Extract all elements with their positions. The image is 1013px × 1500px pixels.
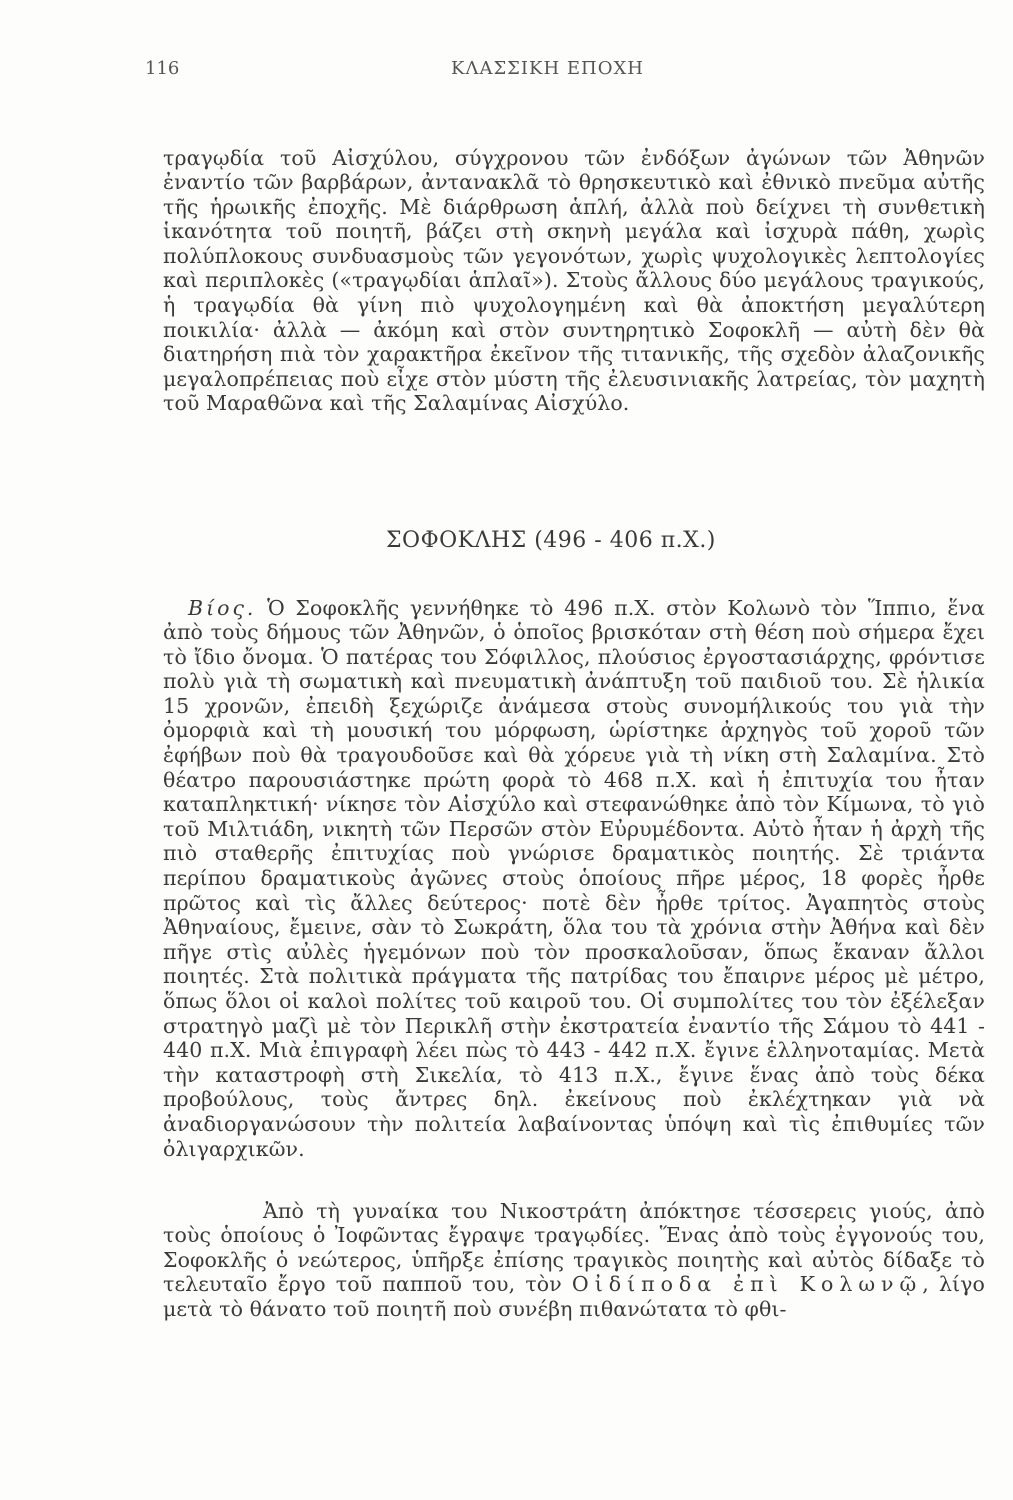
paragraph-aeschylus-conclusion: τραγῳδία τοῦ Αἰσχύλου, σύγχρονου τῶν ἐνδόξων ἀγώνων τῶν Ἀθηνῶν ἐναντίο τῶν βαρβάρων, ἀντανακλᾶ τὸ θρησκευτικὸ καὶ ἐθνικὸ πνεῦμα αὐτῆς τῆς ἡρωικῆς ἐποχῆς. Μὲ διάρθρωση ἁπλή, ἀλλὰ ποὺ δείχνει τὴ συνθετικὴ ἱκανότητα τοῦ ποιητῆ, βάζει στὴ σκηνὴ μεγάλα καὶ ἰσχυρὰ πάθη, χωρὶς πολύπλοκους συνδυασμοὺς τῶν γεγονότων, χωρὶς ψυχολογικὲς λεπτολογίες καὶ περιπλοκὲς («τραγῳδίαι ἁπλαῖ»). Στοὺς ἄλλους δύο μεγάλους τραγικούς, ἡ τραγῳδία θὰ γίνη πιὸ ψυχολογημένη καὶ θὰ ἀποκτήση μεγαλύτερη ποικιλία· ἀλλὰ — ἀκόμη καὶ στὸν συντηρητικὸ Σοφοκλῆ — αὐτὴ δὲν θὰ διατηρήση πιὰ τὸν χαρακτῆρα ἐκεῖνον τῆς τιτανικῆς, τῆς σχεδὸν ἀλαζονικῆς μεγαλοπρέπειας ποὺ εἶχε στὸν μύστη τῆς ἐλευσινιακῆς λατρείας, τὸν μαχητὴ τοῦ Μαραθῶνα καὶ τῆς Σαλαμίνας Αἰσχύλο. [163, 145, 985, 416]
section-heading-sophocles: ΣΟΦΟΚΛΗΣ (496 - 406 π.Χ.) [386, 528, 716, 553]
paragraph-sophocles-family [163, 1199, 985, 1322]
page-number: 116 [145, 58, 180, 79]
section-title: ΚΛΑΣΣΙΚΗ ΕΠΟΧΗ [451, 58, 644, 79]
family-text-start: Ἀπὸ τὴ γυναίκα του Νικοστράτη ἀπόκτησε τέσσερεις γιούς, ἀπὸ τοὺς ὁποίους ὁ Ἰοφῶντας ἔγραψε τραγῳδίες. Ἕνας ἀπὸ τοὺς ἐγγονούς του, Σοφοκλῆς ὁ νεώτερος, ὑπῆρξε ἐπίσης τραγικὸς ποιητὴς καὶ αὐτὸς δίδαξε τὸ τελευταῖο ἔργο τοῦ παπποῦ του, τὸν [163, 1198, 985, 1297]
bios-label: Βίος. [188, 595, 257, 620]
running-head [145, 58, 985, 88]
paragraph-sophocles-bios [163, 596, 985, 1162]
family-text-end: , λίγο μετὰ τὸ θάνατο τοῦ ποιητῆ ποὺ συνέβη πιθανώτατα τὸ φθι- [163, 1272, 985, 1321]
work-title-oedipus-at-colonus: Οἰδίποδα ἐπὶ Κολωνῷ [571, 1272, 923, 1297]
bios-text: Ὁ Σοφοκλῆς γεννήθηκε τὸ 496 π.Χ. στὸν Κολωνὸ τὸν Ἵππιο, ἕνα ἀπὸ τοὺς δήμους τῶν Ἀθηνῶν, ὁ ὁποῖος βρισκόταν στὴ θέση ποὺ σήμερα ἔχει τὸ ἴδιο ὄνομα. Ὁ πατέρας του Σόφιλλος, πλούσιος ἐργοστασιάρχης, φρόντισε πολὺ γιὰ τὴ σωματικὴ καὶ πνευματικὴ ἀνάπτυξη τοῦ παιδιοῦ του. Σὲ ἡλικία 15 χρονῶν, ἐπειδὴ ξεχώριζε ἀνάμεσα στοὺς συνομήλικούς του γιὰ τὴν ὀμορφιὰ καὶ τὴ μουσική του μόρφωση, ὡρίστηκε ἀρχηγὸς τοῦ χοροῦ τῶν ἐφήβων ποὺ θὰ τραγουδοῦσε καὶ θὰ χόρευε γιὰ τὴ νίκη στὴ Σαλαμίνα. Στὸ θέατρο παρουσιάστηκε πρώτη φορὰ τὸ 468 π.Χ. καὶ ἡ ἐπιτυχία του ἦταν καταπληκτική· νίκησε τὸν Αἰσχύλο καὶ στεφανώθηκε ἀπὸ τὸν Κίμωνα, τὸ γιὸ τοῦ Μιλτιάδη, νικητὴ τῶν Περσῶν στὸν Εὐρυμέδοντα. Αὐτὸ ἦταν ἡ ἀρχὴ τῆς πιὸ σταθερῆς ἐπιτυχίας ποὺ γνώρισε δραματικὸς ποιητής. Σὲ τριάντα περίπου δραματικοὺς ἀγῶνες στοὺς ὁποίους πῆρε μέρος, 18 φορὲς ἦρθε πρῶτος καὶ τὶς ἄλλες δεύτερος· ποτὲ δὲν ἦρθε τρίτος. Ἀγαπητὸς στοὺς Ἀθηναίους, ἔμεινε, σὰν τὸ Σωκράτη, ὅλα του τὰ χρόνια στὴν Ἀθήνα καὶ δὲν πῆγε στὶς αὐλὲς ἡγεμόνων ποὺ τὸν προσκαλοῦσαν, ὅπως ἔκαναν ἄλλοι ποιητές. Στὰ πολιτικὰ πράγματα τῆς πατρίδας του ἔπαιρνε μέρος μὲ μέτρο, ὅπως ὅλοι οἱ καλοὶ πολίτες τοῦ καιροῦ του. Οἱ συμπολίτες του τὸν ἐξέλεξαν στρατηγὸ μαζὶ μὲ τὸν Περικλῆ στὴν ἐκστρατεία ἐναντίο τῆς Σάμου τὸ 441 - 440 π.Χ. Μιὰ ἐπιγραφὴ λέει πὼς τὸ 443 - 442 π.Χ. ἔγινε ἑλληνοταμίας. Μετὰ τὴν καταστροφὴ στὴ Σικελία, τὸ 413 π.Χ., ἔγινε ἕνας ἀπὸ τοὺς δέκα προβούλους, τοὺς ἄντρες δηλ. ἐκείνους ποὺ ἐκλέχτηκαν γιὰ νὰ ἀναδιοργανώσουν τὴν πολιτεία λαβαίνοντας ὑπόψη καὶ τὶς ἐπιθυμίες τῶν ὀλιγαρχικῶν. [163, 595, 985, 1161]
